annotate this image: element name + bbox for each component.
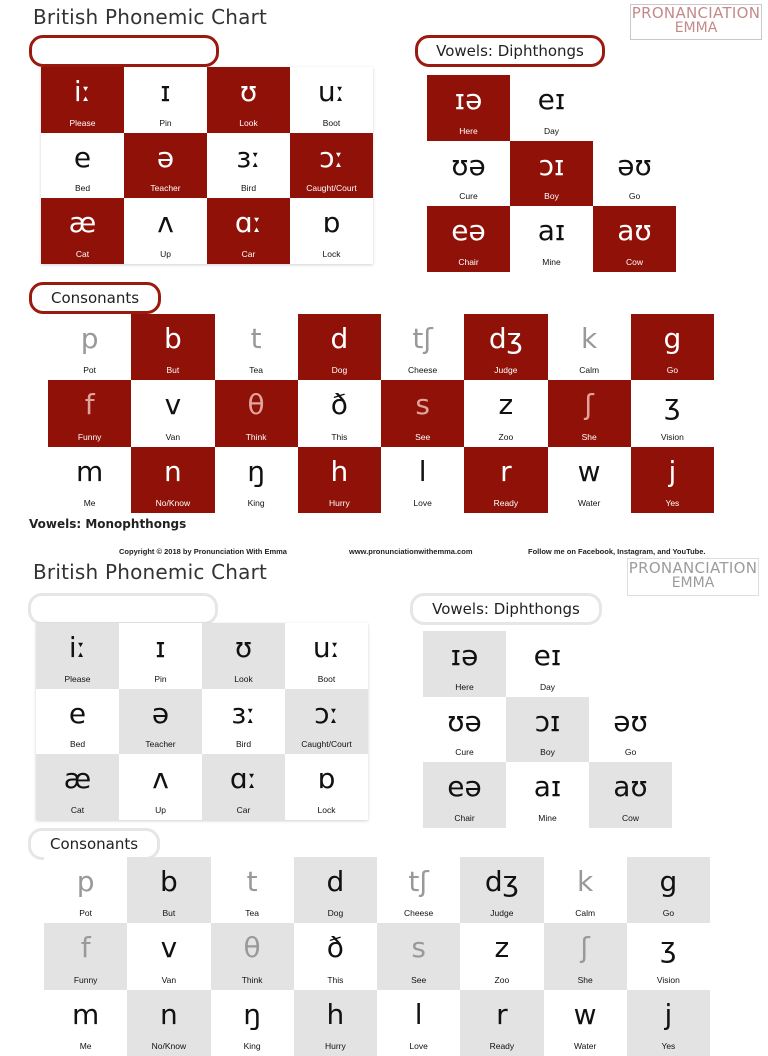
example-word: Up bbox=[160, 248, 171, 259]
phoneme-symbol: eə bbox=[451, 214, 486, 248]
phoneme-symbol: b bbox=[163, 322, 182, 355]
monophthong-grid-bottom bbox=[36, 623, 368, 820]
phoneme-cell bbox=[423, 697, 506, 763]
phoneme-cell bbox=[215, 447, 298, 513]
phoneme-symbol: g bbox=[659, 865, 678, 898]
phoneme-cell bbox=[36, 689, 119, 755]
example-word: This bbox=[331, 431, 348, 442]
phoneme-symbol: ɒ bbox=[317, 762, 336, 796]
phoneme-cell bbox=[294, 990, 377, 1056]
example-word: Yes bbox=[665, 498, 680, 508]
phoneme-cell bbox=[589, 697, 672, 763]
phoneme-symbol: eə bbox=[447, 770, 482, 804]
example-word: Judge bbox=[494, 365, 518, 376]
phoneme-symbol: m bbox=[71, 997, 100, 1031]
phoneme-symbol: aʊ bbox=[617, 214, 652, 248]
phoneme-symbol: ɪə bbox=[450, 639, 479, 672]
example-word: Tea bbox=[249, 365, 263, 376]
phoneme-cell bbox=[294, 923, 377, 989]
example-word: Boot bbox=[322, 117, 341, 128]
phoneme-cell bbox=[207, 133, 290, 199]
example-word: Here bbox=[455, 681, 474, 692]
phoneme-symbol: v bbox=[164, 388, 182, 422]
phoneme-cell bbox=[377, 923, 460, 989]
phoneme-symbol: m bbox=[75, 454, 104, 488]
logo-line2: EMMA bbox=[674, 20, 718, 36]
phoneme-symbol: z bbox=[494, 931, 510, 965]
phoneme-cell bbox=[294, 857, 377, 923]
example-word: Cheese bbox=[407, 365, 438, 376]
phoneme-cell bbox=[290, 133, 373, 199]
phoneme-symbol: iː bbox=[73, 75, 92, 108]
phoneme-cell bbox=[41, 67, 124, 133]
phoneme-symbol: h bbox=[326, 997, 345, 1031]
example-word: Ready bbox=[489, 1041, 515, 1051]
monophthongs-label: Vowels: Monophthongs bbox=[29, 517, 187, 531]
example-word: Day bbox=[539, 681, 556, 692]
phoneme-symbol: eɪ bbox=[533, 639, 562, 672]
example-word: Boy bbox=[540, 747, 555, 758]
phoneme-cell bbox=[131, 314, 214, 380]
phoneme-cell bbox=[464, 380, 547, 446]
footer-follow: Follow me on Facebook, Instagram, and YouTube. bbox=[528, 547, 706, 556]
phoneme-cell bbox=[44, 923, 127, 989]
example-word: Car bbox=[236, 804, 251, 815]
phoneme-symbol: l bbox=[418, 454, 427, 488]
diphthongs-heading-top: Vowels: Diphthongs bbox=[415, 35, 605, 67]
example-word: Go bbox=[628, 191, 641, 202]
example-word: Look bbox=[234, 673, 253, 684]
phoneme-cell bbox=[127, 990, 210, 1056]
phoneme-symbol: ð bbox=[330, 388, 348, 422]
phoneme-cell bbox=[131, 380, 214, 446]
phoneme-symbol: æ bbox=[63, 762, 92, 796]
phoneme-cell bbox=[44, 857, 127, 923]
phoneme-symbol: d bbox=[330, 322, 349, 355]
phoneme-cell bbox=[381, 380, 464, 446]
phoneme-symbol: z bbox=[498, 388, 514, 422]
phoneme-symbol: j bbox=[668, 454, 677, 488]
example-word: Funny bbox=[77, 431, 102, 442]
phoneme-symbol: ʊə bbox=[447, 704, 482, 738]
phoneme-symbol: ə bbox=[156, 140, 175, 174]
example-word: Calm bbox=[579, 365, 600, 376]
phoneme-symbol: aɪ bbox=[533, 770, 562, 804]
example-word: Up bbox=[155, 804, 166, 815]
phoneme-cell bbox=[48, 380, 131, 446]
example-word: Dog bbox=[327, 908, 344, 919]
footer-website[interactable]: www.pronunciationwithemma.com bbox=[349, 547, 473, 556]
example-word: Cure bbox=[459, 191, 478, 202]
phoneme-symbol: ʊ bbox=[239, 75, 258, 108]
example-word: Vision bbox=[656, 974, 680, 985]
phoneme-symbol: ʃ bbox=[584, 388, 594, 422]
example-word: Bird bbox=[240, 183, 257, 194]
phoneme-cell bbox=[377, 857, 460, 923]
example-word: Day bbox=[543, 125, 560, 136]
phoneme-symbol: t bbox=[250, 322, 262, 355]
brand-logo-bottom bbox=[627, 558, 759, 596]
example-word: Cure bbox=[455, 747, 474, 758]
phoneme-symbol: g bbox=[663, 322, 682, 355]
example-word: Pot bbox=[83, 365, 96, 376]
phoneme-symbol: ɔː bbox=[314, 696, 339, 730]
example-word: Go bbox=[666, 365, 679, 376]
phoneme-symbol: w bbox=[573, 997, 597, 1031]
phoneme-cell bbox=[464, 314, 547, 380]
phoneme-symbol: n bbox=[160, 997, 178, 1031]
example-word: Think bbox=[245, 431, 267, 442]
example-word: Cheese bbox=[403, 908, 434, 919]
footer-copyright: Copyright © 2018 by Pronunciation With Emma bbox=[119, 547, 287, 556]
phoneme-cell bbox=[48, 447, 131, 513]
phoneme-cell bbox=[627, 923, 710, 989]
phoneme-cell bbox=[131, 447, 214, 513]
phoneme-symbol: t bbox=[246, 865, 258, 898]
phoneme-cell bbox=[427, 206, 510, 272]
example-word: Bed bbox=[69, 739, 86, 750]
phoneme-cell bbox=[631, 314, 714, 380]
example-word: Cat bbox=[75, 248, 90, 259]
phoneme-cell bbox=[381, 314, 464, 380]
phoneme-symbol: s bbox=[411, 931, 426, 965]
phoneme-cell bbox=[423, 631, 506, 697]
phoneme-symbol: dʒ bbox=[488, 322, 523, 355]
phoneme-cell bbox=[381, 447, 464, 513]
phoneme-cell bbox=[593, 141, 676, 207]
phoneme-symbol: eɪ bbox=[537, 83, 566, 116]
example-word: Caught/Court bbox=[301, 739, 352, 750]
example-word: Pot bbox=[79, 908, 92, 919]
phoneme-symbol: b bbox=[159, 865, 178, 898]
phoneme-symbol: ʌ bbox=[157, 206, 174, 240]
example-word: Calm bbox=[575, 908, 596, 919]
phoneme-symbol: ʃ bbox=[580, 931, 590, 965]
phoneme-symbol: ʊ bbox=[234, 631, 253, 664]
page-title-bottom: British Phonemic Chart bbox=[33, 560, 268, 584]
phoneme-symbol: e bbox=[73, 140, 92, 174]
phoneme-cell bbox=[298, 380, 381, 446]
phoneme-symbol: ŋ bbox=[243, 997, 261, 1031]
phoneme-cell bbox=[215, 380, 298, 446]
phoneme-cell bbox=[510, 75, 593, 141]
example-word: Vision bbox=[660, 431, 684, 442]
example-word: Me bbox=[83, 498, 96, 508]
phoneme-cell bbox=[119, 689, 202, 755]
example-word: Hurry bbox=[324, 1041, 346, 1051]
phoneme-cell bbox=[548, 447, 631, 513]
phoneme-symbol: ʒ bbox=[660, 931, 677, 965]
phoneme-symbol: ɜː bbox=[236, 140, 261, 174]
phoneme-symbol: v bbox=[160, 931, 178, 965]
phoneme-symbol: ɔɪ bbox=[534, 704, 561, 738]
phoneme-cell bbox=[211, 990, 294, 1056]
phoneme-symbol: ʊə bbox=[451, 148, 486, 182]
phoneme-cell bbox=[589, 762, 672, 828]
phoneme-symbol: dʒ bbox=[484, 865, 519, 898]
example-word: Please bbox=[69, 117, 96, 128]
consonants-heading-bottom: Consonants bbox=[28, 828, 160, 860]
phoneme-symbol: p bbox=[80, 322, 99, 355]
phoneme-cell bbox=[202, 689, 285, 755]
phoneme-symbol: r bbox=[496, 997, 508, 1031]
example-word: Teacher bbox=[150, 183, 181, 194]
example-word: Van bbox=[161, 974, 177, 985]
phoneme-cell bbox=[544, 990, 627, 1056]
example-word: Teacher bbox=[145, 739, 176, 750]
example-word: This bbox=[327, 974, 344, 985]
phoneme-symbol: f bbox=[80, 931, 91, 965]
phoneme-cell bbox=[510, 206, 593, 272]
diphthong-grid-top bbox=[427, 75, 676, 272]
diphthong-grid-bottom bbox=[423, 631, 672, 828]
example-word: Cat bbox=[70, 804, 85, 815]
phoneme-cell bbox=[207, 198, 290, 264]
example-word: Mine bbox=[542, 256, 561, 267]
phoneme-cell bbox=[593, 206, 676, 272]
phoneme-symbol: p bbox=[76, 865, 95, 898]
phoneme-symbol: j bbox=[664, 997, 673, 1031]
phoneme-symbol: r bbox=[500, 454, 512, 488]
phoneme-symbol: tʃ bbox=[412, 322, 433, 355]
example-word: Dog bbox=[331, 365, 348, 376]
example-word: Boot bbox=[317, 673, 336, 684]
example-word: Boy bbox=[544, 191, 559, 202]
example-word: She bbox=[577, 974, 593, 985]
phoneme-symbol: tʃ bbox=[408, 865, 429, 898]
phoneme-cell bbox=[36, 754, 119, 820]
example-word: Funny bbox=[73, 974, 98, 985]
logo-line1: PRONANCIATION bbox=[631, 4, 761, 22]
example-word: She bbox=[581, 431, 597, 442]
diphthongs-heading-bottom: Vowels: Diphthongs bbox=[410, 593, 602, 625]
example-word: Van bbox=[165, 431, 181, 442]
phoneme-symbol: əʊ bbox=[613, 704, 648, 738]
phoneme-cell bbox=[41, 198, 124, 264]
example-word: Go bbox=[624, 747, 637, 758]
phoneme-symbol: ɑː bbox=[229, 762, 258, 796]
example-word: Bed bbox=[74, 183, 91, 194]
phoneme-cell bbox=[298, 447, 381, 513]
phoneme-cell bbox=[548, 380, 631, 446]
phoneme-cell bbox=[215, 314, 298, 380]
phoneme-symbol: ð bbox=[326, 931, 344, 965]
phoneme-cell bbox=[119, 754, 202, 820]
phoneme-cell bbox=[506, 697, 589, 763]
phoneme-symbol: ɔɪ bbox=[538, 148, 565, 182]
phoneme-cell bbox=[44, 990, 127, 1056]
phoneme-cell bbox=[544, 923, 627, 989]
example-word: Judge bbox=[490, 908, 514, 919]
example-word: Car bbox=[241, 248, 256, 259]
example-word: Chair bbox=[458, 256, 479, 267]
logo-line1: PRONANCIATION bbox=[628, 559, 758, 577]
example-word: Me bbox=[79, 1041, 92, 1051]
example-word: Water bbox=[573, 1041, 597, 1051]
example-word: Love bbox=[413, 498, 432, 508]
example-word: Yes bbox=[661, 1041, 676, 1051]
phoneme-cell bbox=[127, 857, 210, 923]
phoneme-symbol: aɪ bbox=[537, 214, 566, 248]
phoneme-symbol: d bbox=[326, 865, 345, 898]
phoneme-cell bbox=[506, 631, 589, 697]
phoneme-cell bbox=[41, 133, 124, 199]
example-word: Mine bbox=[538, 812, 557, 823]
example-word: Bird bbox=[235, 739, 252, 750]
phoneme-symbol: n bbox=[164, 454, 182, 488]
phoneme-symbol: ŋ bbox=[247, 454, 265, 488]
phoneme-symbol: əʊ bbox=[617, 148, 652, 182]
example-word: No/Know bbox=[155, 498, 191, 508]
page-title-top: British Phonemic Chart bbox=[33, 5, 268, 29]
phoneme-symbol: l bbox=[414, 997, 423, 1031]
phoneme-cell bbox=[285, 623, 368, 689]
example-word: Here bbox=[459, 125, 478, 136]
phoneme-cell bbox=[544, 857, 627, 923]
phoneme-symbol: ɑː bbox=[234, 206, 263, 240]
example-word: But bbox=[166, 365, 180, 376]
phoneme-cell bbox=[127, 923, 210, 989]
phoneme-cell bbox=[211, 923, 294, 989]
phoneme-symbol: ɪ bbox=[155, 631, 166, 664]
phoneme-cell bbox=[506, 762, 589, 828]
example-word: Pin bbox=[154, 673, 167, 684]
example-word: Hurry bbox=[328, 498, 350, 508]
example-word: See bbox=[415, 431, 431, 442]
phoneme-cell bbox=[202, 754, 285, 820]
example-word: Lock bbox=[317, 804, 336, 815]
example-word: Pin bbox=[159, 117, 172, 128]
phoneme-cell bbox=[423, 762, 506, 828]
monophthong-grid-top bbox=[41, 67, 373, 264]
phoneme-cell bbox=[510, 141, 593, 207]
example-word: Zoo bbox=[498, 431, 514, 442]
phoneme-symbol: iː bbox=[68, 631, 87, 664]
example-word: Zoo bbox=[494, 974, 510, 985]
phoneme-symbol: ɪə bbox=[454, 83, 483, 116]
phoneme-symbol: ɜː bbox=[231, 696, 256, 730]
phoneme-symbol: aʊ bbox=[613, 770, 648, 804]
phoneme-cell bbox=[627, 857, 710, 923]
phoneme-symbol: ɪ bbox=[160, 75, 171, 108]
phoneme-cell bbox=[211, 857, 294, 923]
phoneme-cell bbox=[285, 754, 368, 820]
phoneme-cell bbox=[119, 623, 202, 689]
phoneme-cell bbox=[548, 314, 631, 380]
example-word: But bbox=[162, 908, 176, 919]
example-word: Ready bbox=[493, 498, 519, 508]
phoneme-symbol: uː bbox=[312, 631, 341, 664]
phoneme-symbol: e bbox=[68, 696, 87, 730]
phoneme-cell bbox=[202, 623, 285, 689]
phoneme-symbol: w bbox=[577, 454, 601, 488]
example-word: Please bbox=[64, 673, 91, 684]
phoneme-symbol: θ bbox=[243, 931, 261, 965]
phoneme-cell bbox=[285, 689, 368, 755]
phoneme-symbol: uː bbox=[317, 75, 346, 108]
phoneme-symbol: θ bbox=[247, 388, 265, 422]
phoneme-cell bbox=[298, 314, 381, 380]
example-word: See bbox=[411, 974, 427, 985]
consonants-heading-top: Consonants bbox=[29, 282, 161, 314]
phoneme-cell bbox=[460, 857, 543, 923]
example-word: Chair bbox=[454, 812, 475, 823]
example-word: Caught/Court bbox=[306, 183, 357, 194]
phoneme-cell bbox=[290, 67, 373, 133]
phoneme-cell bbox=[124, 198, 207, 264]
phoneme-cell bbox=[627, 990, 710, 1056]
monophthongs-heading-top bbox=[29, 35, 219, 67]
phoneme-cell bbox=[427, 75, 510, 141]
phoneme-cell bbox=[460, 923, 543, 989]
example-word: No/Know bbox=[151, 1041, 187, 1051]
consonant-grid-top bbox=[48, 314, 714, 513]
phoneme-cell bbox=[377, 990, 460, 1056]
example-word: Go bbox=[662, 908, 675, 919]
phoneme-symbol: f bbox=[84, 388, 95, 422]
phoneme-symbol: k bbox=[581, 322, 598, 355]
phoneme-cell bbox=[124, 133, 207, 199]
consonant-grid-bottom bbox=[44, 857, 710, 1056]
example-word: Look bbox=[239, 117, 258, 128]
phoneme-cell bbox=[464, 447, 547, 513]
phoneme-cell bbox=[460, 990, 543, 1056]
phoneme-symbol: ɒ bbox=[322, 206, 341, 240]
example-word: Love bbox=[409, 1041, 428, 1051]
phoneme-cell bbox=[290, 198, 373, 264]
logo-line2: EMMA bbox=[671, 575, 715, 591]
example-word: Lock bbox=[322, 248, 341, 259]
phoneme-cell bbox=[207, 67, 290, 133]
phoneme-symbol: s bbox=[415, 388, 430, 422]
phoneme-symbol: ə bbox=[151, 696, 170, 730]
phoneme-symbol: h bbox=[330, 454, 349, 488]
monophthongs-heading-bottom bbox=[28, 593, 218, 625]
phoneme-cell bbox=[631, 447, 714, 513]
phoneme-cell bbox=[427, 141, 510, 207]
example-word: King bbox=[247, 498, 265, 508]
phoneme-cell bbox=[631, 380, 714, 446]
phoneme-symbol: æ bbox=[68, 206, 97, 240]
example-word: King bbox=[243, 1041, 261, 1051]
phoneme-cell bbox=[36, 623, 119, 689]
example-word: Cow bbox=[625, 256, 643, 267]
example-word: Tea bbox=[245, 908, 259, 919]
phoneme-cell bbox=[124, 67, 207, 133]
phoneme-symbol: ʌ bbox=[152, 762, 169, 796]
brand-logo-top bbox=[630, 4, 762, 40]
example-word: Cow bbox=[621, 812, 639, 823]
phoneme-symbol: k bbox=[577, 865, 594, 898]
phoneme-cell bbox=[48, 314, 131, 380]
phoneme-symbol: ʒ bbox=[664, 388, 681, 422]
example-word: Think bbox=[241, 974, 263, 985]
phoneme-symbol: ɔː bbox=[319, 140, 344, 174]
example-word: Water bbox=[577, 498, 601, 508]
